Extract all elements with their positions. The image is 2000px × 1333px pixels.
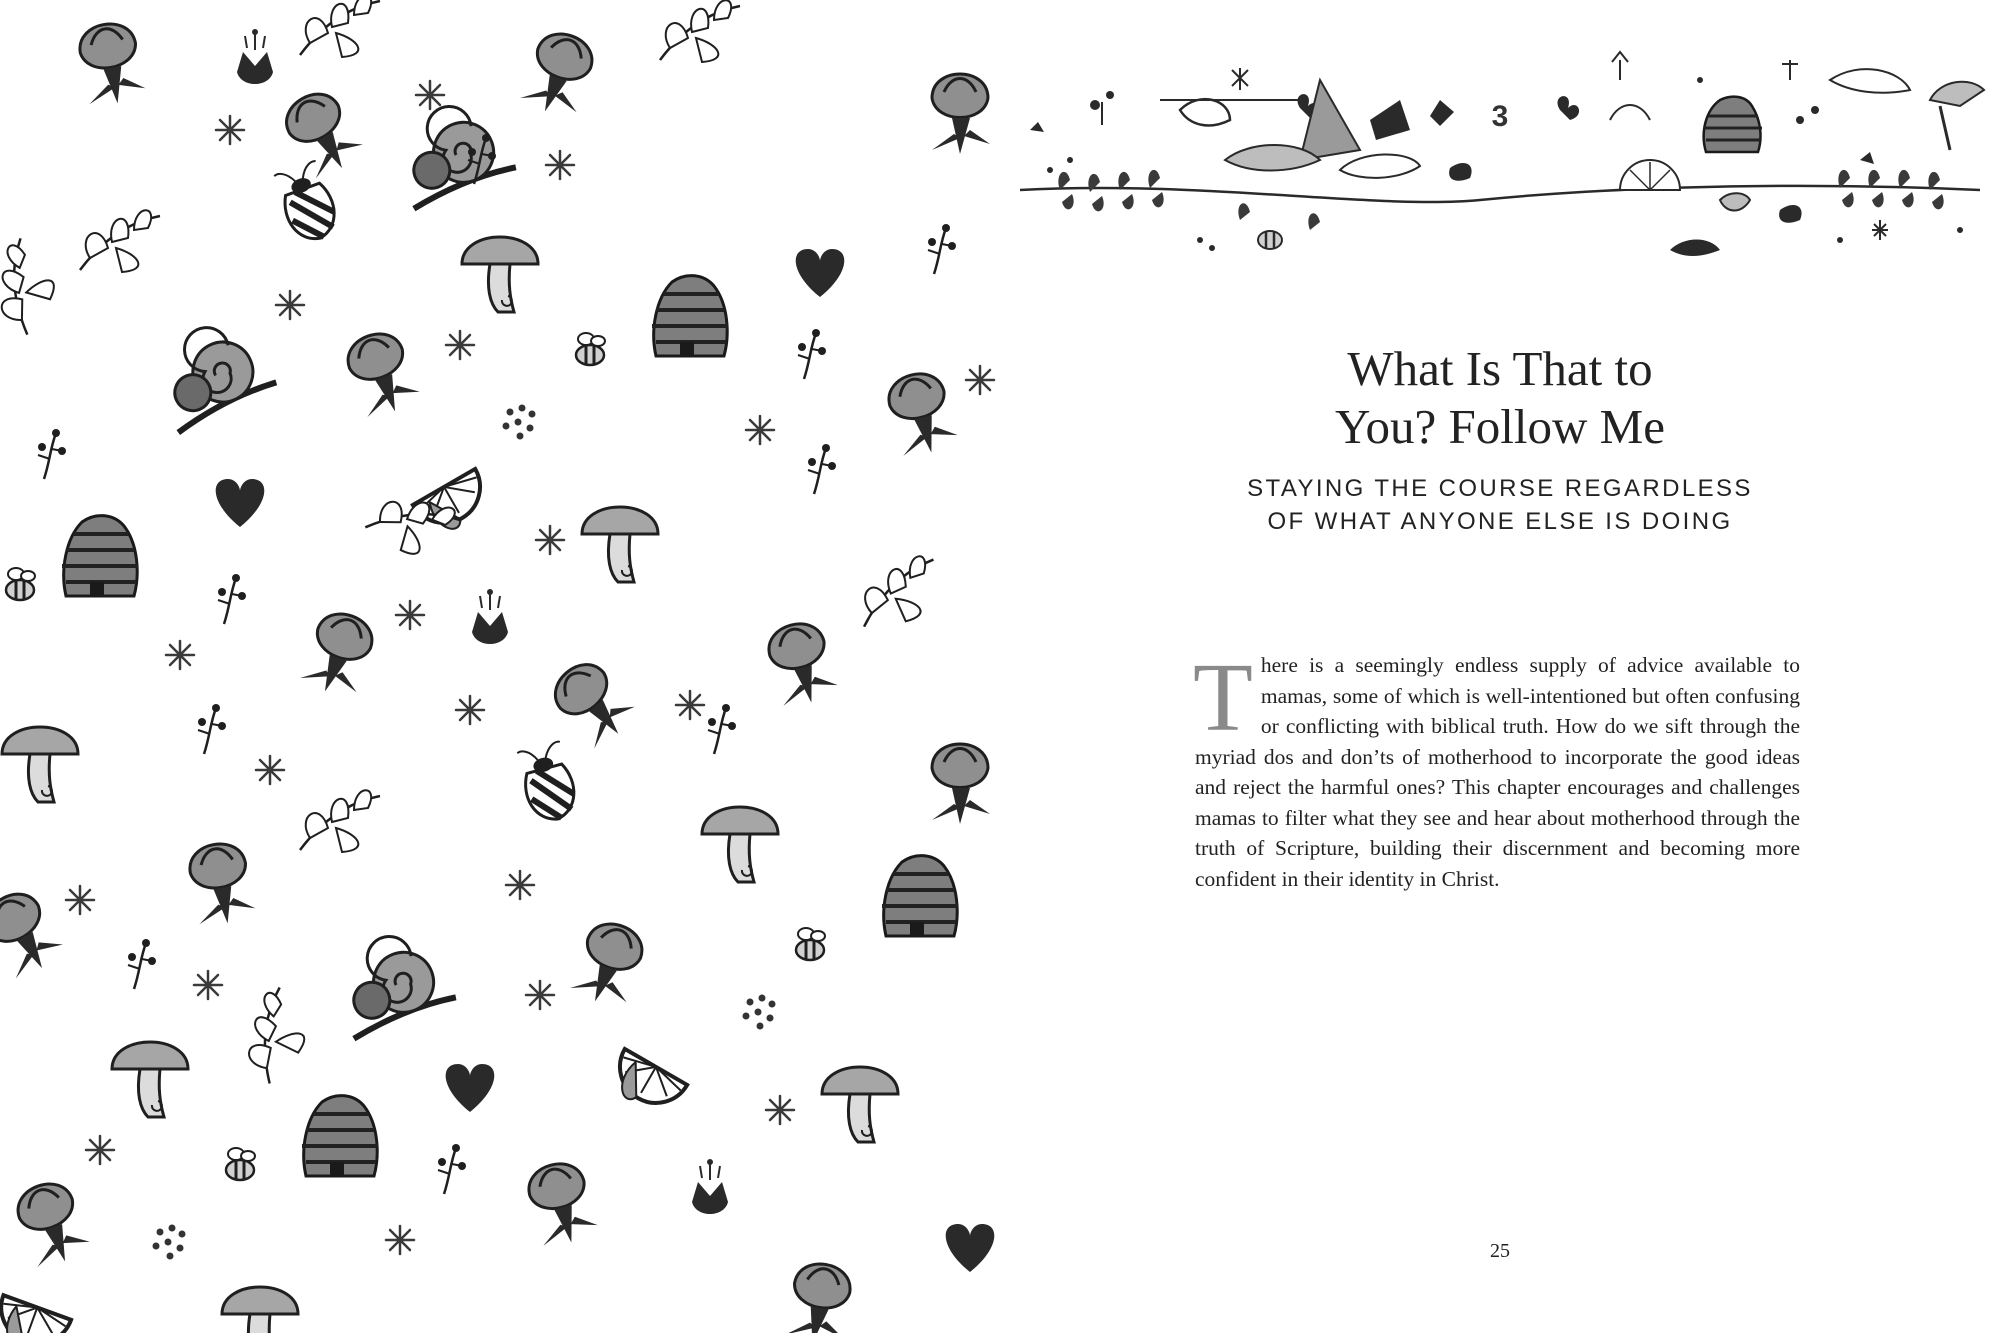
sprig-icon: [438, 1144, 466, 1194]
banner-right-cluster: [1558, 52, 1984, 256]
flower-icon: [341, 326, 423, 421]
beehive-icon: [652, 276, 728, 356]
flower-icon: [932, 744, 990, 824]
mushroom-icon: [582, 507, 658, 582]
star-icon: [416, 81, 444, 109]
beetle-icon: [273, 160, 343, 246]
flower-icon: [884, 367, 961, 459]
flower-icon: [299, 607, 381, 702]
chapter-title-line-2: You? Follow Me: [1335, 399, 1665, 454]
chapter-header-banner: [1000, 40, 2000, 300]
star-icon: [396, 601, 424, 629]
star-icon: [66, 886, 94, 914]
heart-icon: [446, 1064, 495, 1112]
star-icon: [766, 1096, 794, 1124]
heart-icon: [796, 249, 845, 297]
star-icon: [216, 116, 244, 144]
flower-icon: [186, 839, 257, 928]
mushroom-icon: [462, 237, 538, 312]
star-icon: [276, 291, 304, 319]
leaf-branch-icon: [300, 0, 380, 57]
chapter-number: 3: [1491, 100, 1509, 133]
page-number: 25: [1490, 1240, 1510, 1262]
star-icon: [86, 1136, 114, 1164]
star-icon: [676, 691, 704, 719]
citrus-slice-icon: [0, 1295, 71, 1333]
star-icon: [966, 366, 994, 394]
intro-body-text: here is a seemingly endless supply of advice available to mamas, some of which is well-intentioned but often confusing or conflicting with biblical truth. How do we sift through the myriad dos and don’ts of motherhood to incorporate the good ideas and reject the harmful ones? This chapter encourages and challenges mamas to filter what they see and hear about motherhood through the truth of Scripture, building their discernment and becoming more confident in their identity in Christ.: [1195, 653, 1800, 891]
sprig-icon: [928, 224, 956, 274]
leaf-branch-icon: [300, 790, 380, 852]
chapter-title-line-1: What Is That to: [1347, 341, 1653, 396]
sprig-icon: [708, 704, 736, 754]
sprig-icon: [198, 704, 226, 754]
bee-icon: [796, 928, 825, 960]
flower-icon: [932, 74, 990, 154]
bee-icon: [6, 568, 35, 600]
beetle-icon: [516, 741, 581, 825]
tulip-icon: [472, 589, 508, 644]
sprig-icon: [218, 574, 246, 624]
star-icon: [456, 696, 484, 724]
bee-icon: [576, 333, 605, 365]
sprig-icon: [128, 939, 156, 989]
flower-icon: [785, 1260, 856, 1333]
star-icon: [546, 151, 574, 179]
leaf-branch-icon: [854, 554, 944, 629]
snail-icon: [142, 309, 278, 433]
chapter-subtitle-line-1: STAYING THE COURSE REGARDLESS: [1247, 475, 1753, 502]
mushroom-icon: [2, 727, 78, 802]
flower-icon: [278, 84, 368, 182]
leaf-branch-icon: [80, 210, 160, 272]
chapter-subtitle-line-2: OF WHAT ANYONE ELSE IS DOING: [1267, 508, 1733, 535]
star-icon: [526, 981, 554, 1009]
star-icon: [536, 526, 564, 554]
citrus-slice-icon: [604, 1049, 687, 1121]
chapter-title: [1000, 340, 2000, 456]
flower-icon: [519, 27, 601, 122]
snail-icon: [325, 921, 458, 1039]
flower-icon: [545, 653, 641, 752]
dots-icon: [153, 1225, 186, 1260]
tulip-icon: [692, 1159, 728, 1214]
chapter-subtitle: [1000, 472, 2000, 538]
star-icon: [746, 416, 774, 444]
chapter-intro-paragraph: [1193, 644, 1800, 894]
heart-icon: [946, 1224, 995, 1272]
snail-icon: [385, 91, 518, 209]
bee-icon: [226, 1148, 255, 1180]
beehive-icon: [882, 856, 958, 936]
flower-icon: [524, 1157, 601, 1249]
beehive-icon: [302, 1096, 378, 1176]
flower-icon: [764, 617, 841, 709]
star-icon: [386, 1226, 414, 1254]
star-icon: [194, 971, 222, 999]
dots-icon: [743, 995, 776, 1030]
mushroom-icon: [702, 807, 778, 882]
flower-icon: [76, 19, 147, 108]
sprig-icon: [798, 329, 826, 379]
sprig-icon: [808, 444, 836, 494]
star-icon: [446, 331, 474, 359]
mushroom-icon: [822, 1067, 898, 1142]
star-icon: [506, 871, 534, 899]
dots-icon: [503, 405, 536, 440]
banner-left-cluster: [1030, 68, 1472, 251]
drop-cap: T: [1193, 644, 1253, 752]
mushroom-icon: [222, 1287, 298, 1333]
leaf-branch-icon: [660, 0, 740, 62]
right-page: [1000, 0, 2000, 1333]
beehive-icon: [62, 516, 138, 596]
star-icon: [256, 756, 284, 784]
leaf-branch-icon: [0, 235, 69, 335]
flower-icon: [11, 1176, 93, 1271]
heart-icon: [216, 479, 265, 527]
star-icon: [166, 641, 194, 669]
tulip-icon: [237, 29, 273, 84]
sprig-icon: [38, 429, 66, 479]
flower-icon: [0, 884, 68, 982]
leaf-branch-icon: [224, 984, 323, 1085]
mushroom-icon: [112, 1042, 188, 1117]
flower-icon: [569, 917, 651, 1012]
